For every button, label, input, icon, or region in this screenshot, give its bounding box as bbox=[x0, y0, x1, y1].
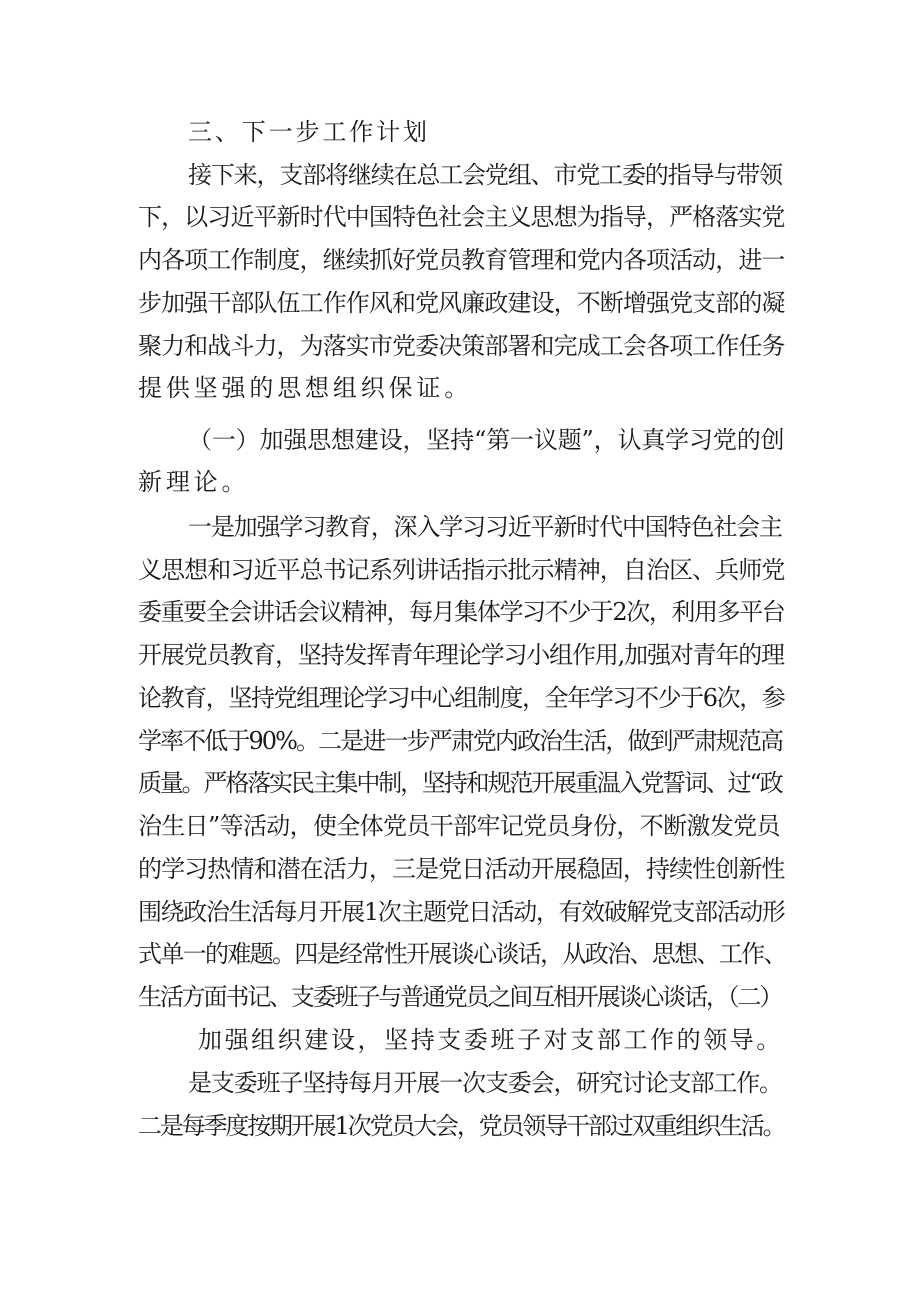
body-line: 一是加强学习教育，深入学习习近平新时代中国特色社会主 bbox=[188, 513, 782, 541]
intro-line: 下，以习近平新时代中国特色社会主义思想为指导，严格落实党 bbox=[138, 203, 785, 231]
body-line: 式单一的难题。四是经常性开展谈心谈话，从政治、思想、工作、 bbox=[138, 940, 786, 968]
intro-line: 聚力和战斗力，为落实市党委决策部署和完成工会各项工作任务 bbox=[138, 332, 785, 360]
body-line: 质量。严格落实民主集中制，坚持和规范开展重温入党誓词、过“政 bbox=[138, 769, 782, 797]
body-line: 论教育，坚持党组理论学习中心组制度，全年学习不少于6次，参 bbox=[138, 684, 785, 712]
subsection-heading: （一）加强思想建设，坚持“第一议题”，认真学习党的创 bbox=[188, 426, 785, 454]
body-line: 生活方面书记、支委班子与普通党员之间互相开展谈心谈话，（二） bbox=[138, 983, 782, 1011]
intro-line: 提供坚强的思想组织保证。 bbox=[138, 374, 473, 402]
intro-line: 接下来，支部将继续在总工会党组、市党工委的指导与带领 bbox=[188, 161, 782, 189]
subsection-heading: 新理论。 bbox=[138, 468, 250, 496]
intro-line: 内各项工作制度，继续抓好党员教育管理和党内各项活动，进一 bbox=[138, 246, 785, 274]
intro-line: 步加强干部队伍工作作风和党风廉政建设，不断增强党支部的凝 bbox=[138, 289, 785, 317]
body-line: 义思想和习近平总书记系列讲话指示批示精神，自治区、兵师党 bbox=[138, 556, 785, 584]
body-line: 的学习热情和潜在活力，三是党日活动开展稳固，持续性创新性 bbox=[138, 855, 785, 883]
body-line: 委重要全会讲话会议精神，每月集体学习不少于2次，利用多平台 bbox=[138, 598, 785, 626]
closing-line: 二是每季度按期开展1次党员大会，党员领导干部过双重组织生活。 bbox=[138, 1112, 785, 1140]
body-line: 围绕政治生活每月开展1次主题党日活动，有效破解党支部活动形 bbox=[138, 898, 785, 926]
body-line: 开展党员教育，坚持发挥青年理论学习小组作用,加强对青年的理 bbox=[138, 641, 784, 669]
body-line: 治生日”等活动，使全体党员干部牢记党员身份，不断激发党员 bbox=[138, 812, 780, 840]
section-heading: 三、下一步工作计划 bbox=[188, 118, 430, 146]
body-line: 学率不低于90%。二是进一步严肃党内政治生活，做到严肃规范高 bbox=[138, 727, 783, 755]
subsection-heading: 加强组织建设，坚持支委班子对支部工作的领导。 bbox=[198, 1026, 783, 1054]
closing-line: 是支委班子坚持每月开展一次支委会，研究讨论支部工作。 bbox=[188, 1069, 782, 1097]
